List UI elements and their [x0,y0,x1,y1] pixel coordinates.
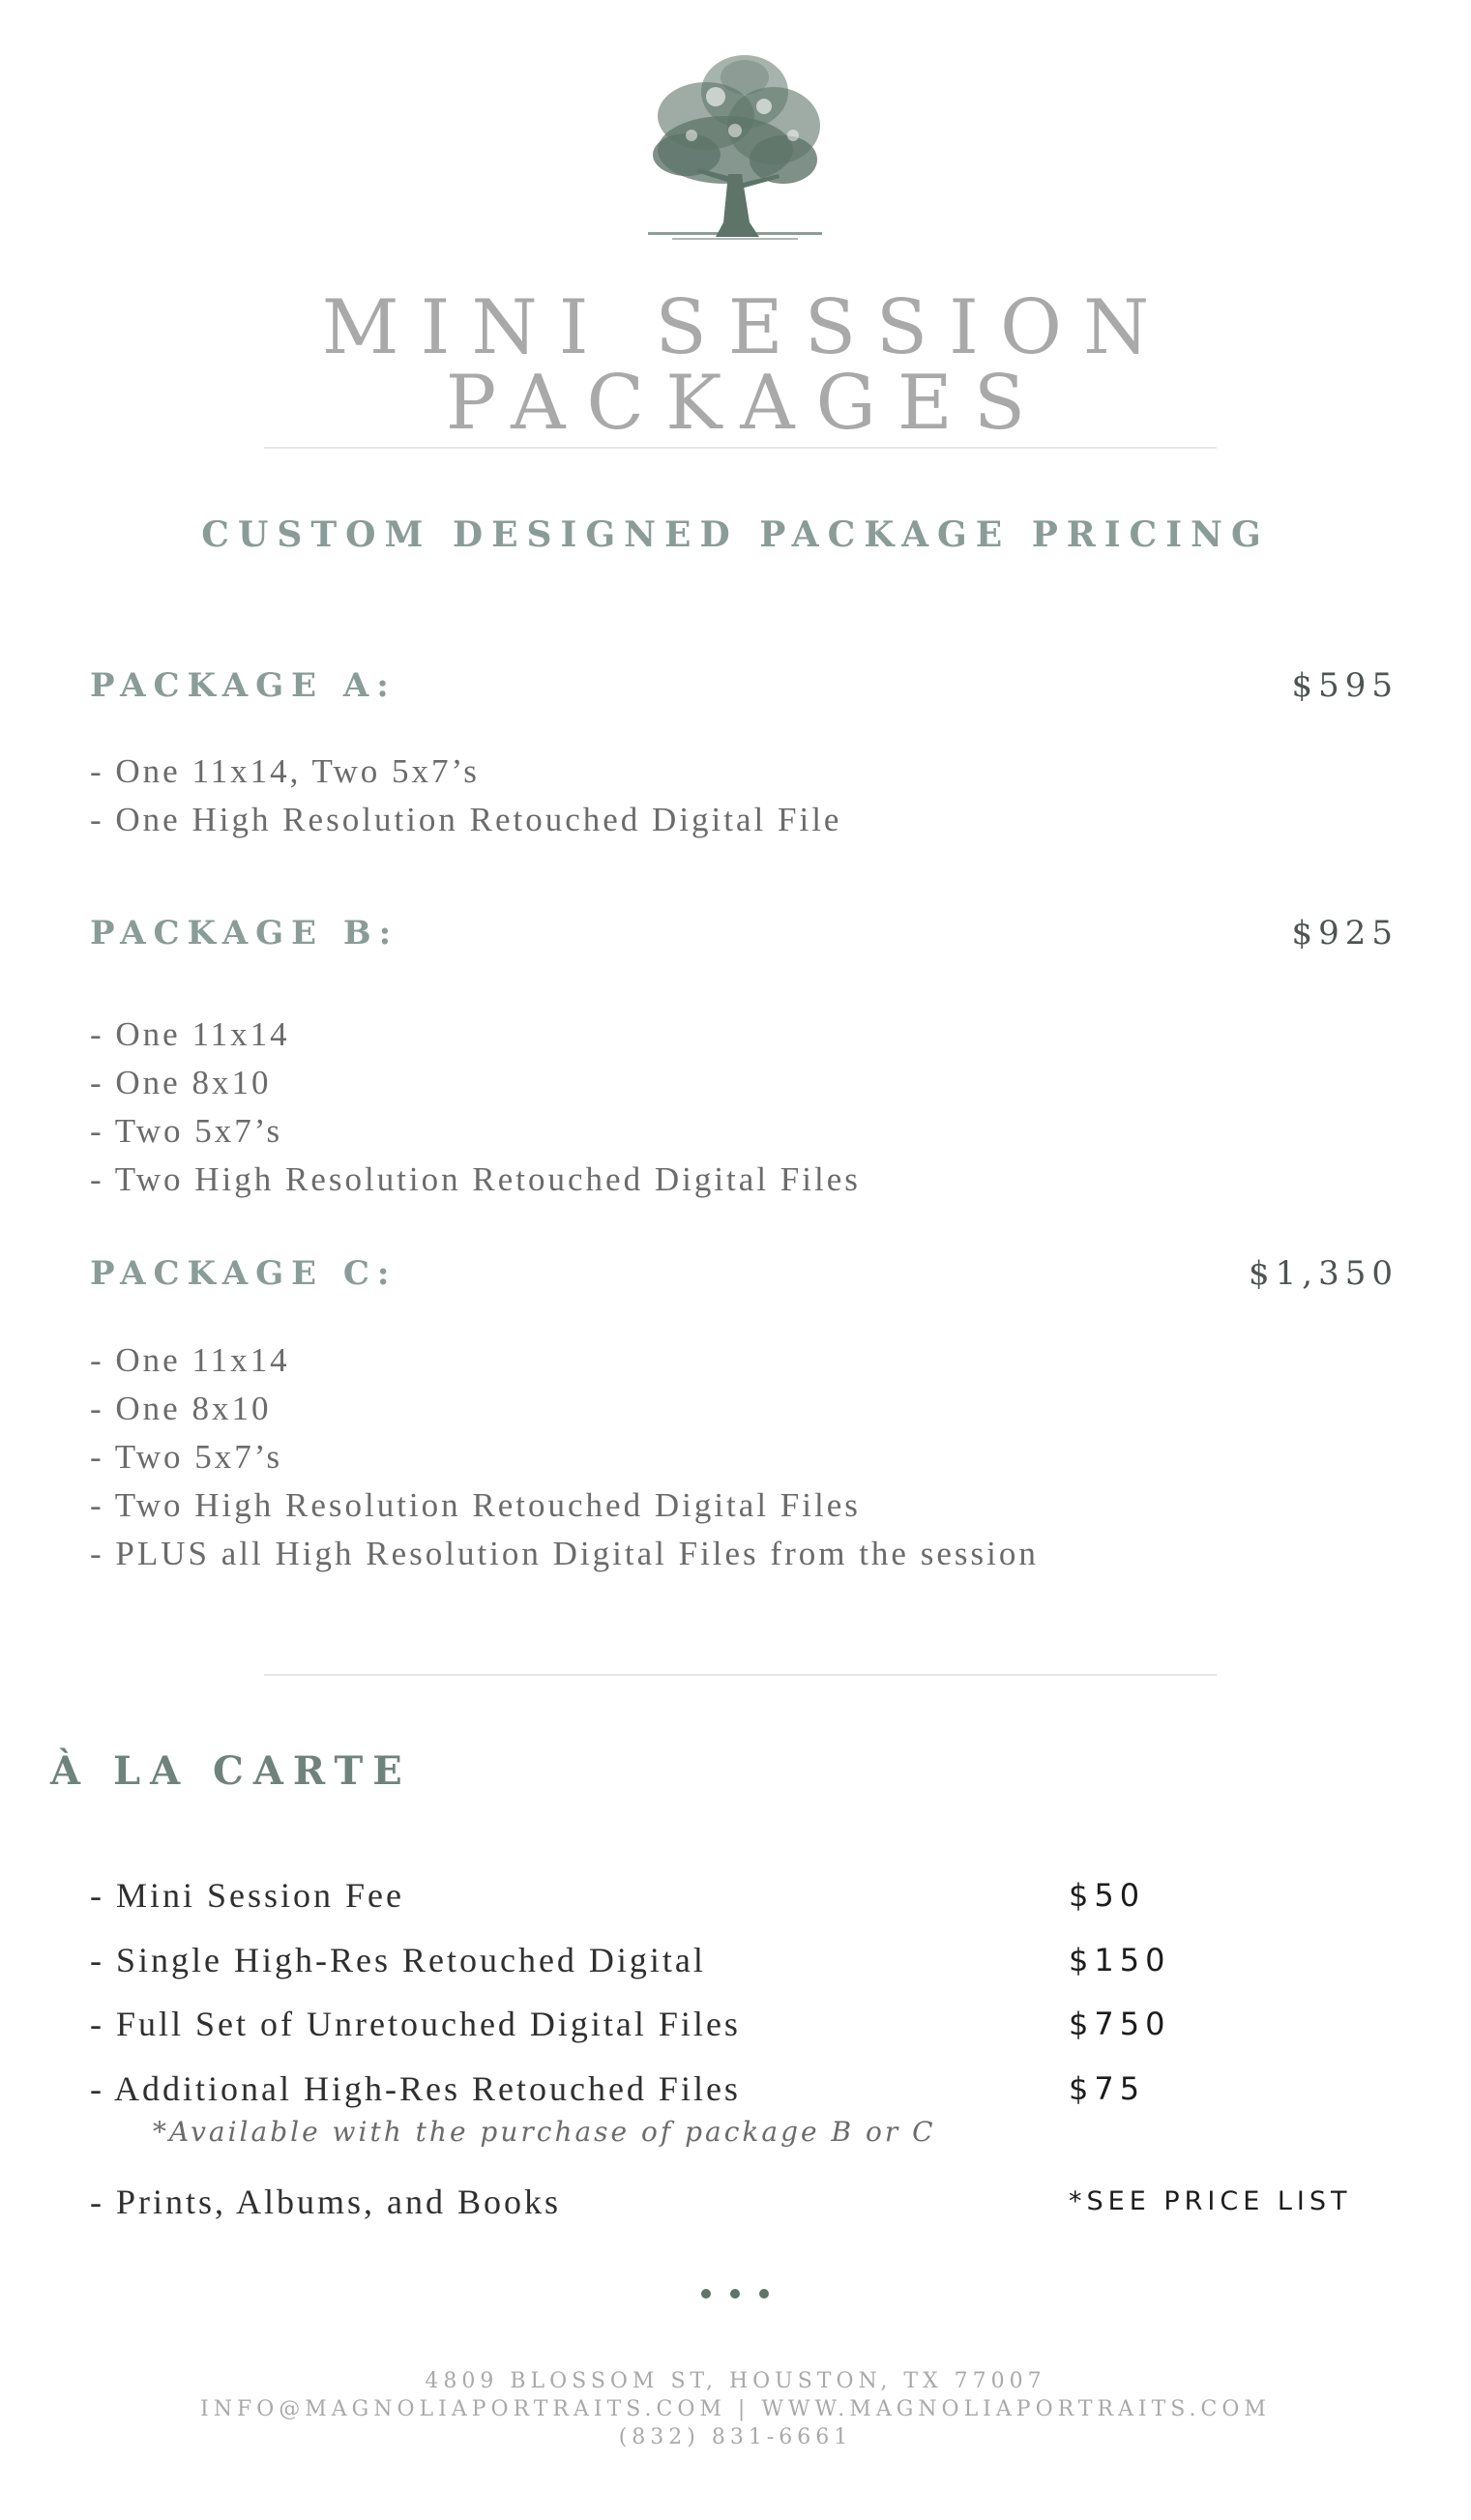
feature-item: - One 8x10 [90,1064,272,1101]
footer-phone: (832) 831-6661 [618,2425,853,2449]
carte-item-price: *SEE PRICE LIST [1069,2186,1352,2216]
package-c-label: PACKAGE C: [90,1254,397,1293]
package-a-price: $595 [1291,666,1398,705]
oak-tree-icon [629,39,841,242]
carte-item-label: - Mini Session Fee [90,1876,405,1915]
divider [264,447,1217,449]
feature-item: - PLUS all High Resolution Digital Files from the session [90,1535,1039,1572]
carte-row [90,1936,1444,1984]
carte-item-label: - Additional High-Res Retouched Files [90,2069,741,2108]
feature-item: - One 11x14 [90,1015,290,1053]
feature-item: - One High Resolution Retouched Digital File [90,801,842,838]
package-a-features [90,747,841,844]
feature-item: - Two 5x7’s [90,1112,283,1150]
package-c-price: $1,350 [1249,1254,1398,1293]
carte-item-price: $150 [1069,1942,1171,1978]
carte-row [90,2000,1444,2048]
divider [264,1674,1217,1676]
carte-row [90,2065,1444,2113]
carte-item-label: - Single High-Res Retouched Digital [90,1941,706,1979]
carte-item-price: $75 [1069,2070,1146,2107]
package-b-features [90,1011,861,1204]
carte-item-label: - Full Set of Unretouched Digital Files [90,2005,741,2043]
three-dots-icon [677,2284,794,2303]
package-b-price: $925 [1291,914,1398,952]
a-la-carte-heading: À LA CARTE [50,1748,412,1794]
carte-item-price: $50 [1069,1877,1146,1914]
carte-item-price: $750 [1069,2006,1171,2042]
feature-item: - One 11x14 [90,1341,290,1379]
feature-item: - One 8x10 [90,1390,272,1427]
feature-item: - One 11x14, Two 5x7’s [90,752,480,790]
carte-footnote: *Available with the purchase of package B or C [153,2116,936,2148]
carte-item-label: - Prints, Albums, and Books [90,2183,562,2221]
package-b-label: PACKAGE B: [90,914,399,952]
footer-contact: INFO@MAGNOLIAPORTRAITS.COM | WWW.MAGNOLIAPORTRAITS.COM [200,2397,1271,2421]
carte-row [90,1871,1444,1919]
feature-item: - Two 5x7’s [90,1438,283,1476]
package-c-features [90,1336,1039,1578]
page-title: MINI SESSION PACKAGES [321,284,1171,447]
carte-row [90,2178,1444,2226]
feature-item: - Two High Resolution Retouched Digital Files [90,1486,861,1524]
subtitle: CUSTOM DESIGNED PACKAGE PRICING [201,514,1270,555]
feature-item: - Two High Resolution Retouched Digital Files [90,1160,861,1198]
package-a-label: PACKAGE A: [90,666,397,705]
footer-address: 4809 BLOSSOM ST, HOUSTON, TX 77007 [425,2369,1046,2393]
